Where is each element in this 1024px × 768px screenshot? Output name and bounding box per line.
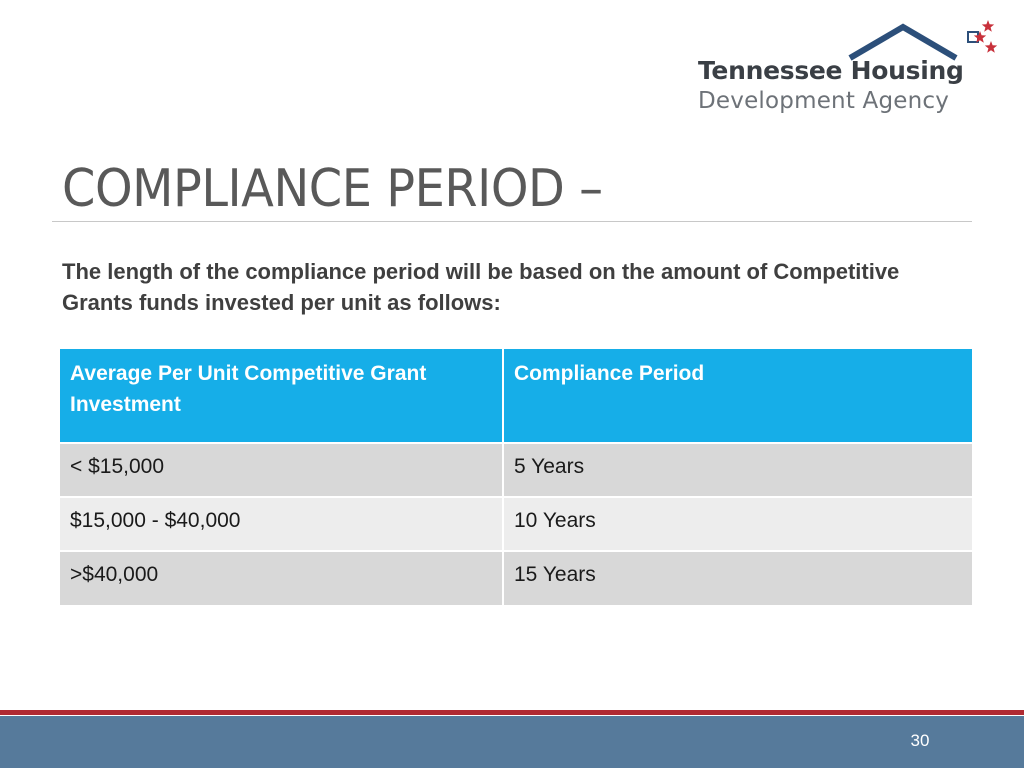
cell-period: 5 Years [503,443,972,497]
compliance-period-table [60,349,972,605]
tennessee-housing-logo [690,18,1008,118]
table-row [60,551,972,605]
cell-investment: >$40,000 [60,551,503,605]
header-compliance-period: Compliance Period [503,349,972,443]
logo-line-1: Tennessee Housing [698,56,964,85]
footer-accent-line [0,710,1024,715]
title-divider [52,221,972,222]
table-row [60,443,972,497]
slide-title: COMPLIANCE PERIOD – [62,158,603,219]
cell-investment: $15,000 - $40,000 [60,497,503,551]
intro-text: The length of the compliance period will be based on the amount of Competitive Grants funds invested per unit as follows: [62,259,900,315]
table-header-row [60,349,972,443]
logo-line-2: Development Agency [698,88,950,114]
footer-bar [0,716,1024,768]
cell-period: 15 Years [503,551,972,605]
header-investment: Average Per Unit Competitive Grant Investment [60,349,503,443]
cell-investment: < $15,000 [60,443,503,497]
page-number: 30 [910,731,930,750]
cell-period: 10 Years [503,497,972,551]
table-row [60,497,972,551]
